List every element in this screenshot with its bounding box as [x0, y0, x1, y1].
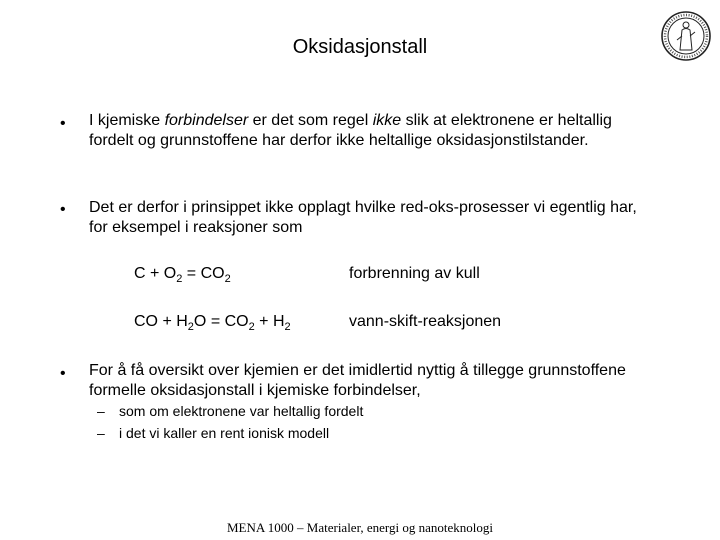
bullet-marker: •	[60, 201, 66, 218]
equation-label-water-shift: vann-skift-reaksjonen	[349, 313, 502, 330]
slide-title: Oksidasjonstall	[292, 36, 428, 58]
equation-water-shift: CO + $H_2O = CO_2 + H_2$	[134, 313, 291, 333]
sub-bullet-marker: –	[97, 403, 105, 419]
bullet-marker: •	[60, 115, 66, 132]
bullet-text-1: I kjemiske forbindelser er det som regel ikke slik at elektronene er heltallig fordelt og grunnstoffene har derfor ikke heltallige oksidasjonstilstander.	[89, 112, 612, 149]
sub-bullet-text-1: som om elektronene var heltallig fordelt	[119, 403, 364, 419]
equation-label-combustion: forbrenning av kull	[349, 265, 480, 282]
bullet-text-2: Det er derfor i prinsippet ikke opplagt hvilke red-oks-prosesser vi egentlig har, for eksempel i reaksjoner som	[89, 199, 637, 236]
equation-combustion: $C + O_2 = CO_2$	[134, 265, 231, 285]
slide-footer: MENA 1000 – Materialer, energi og nanoteknologi	[226, 520, 494, 535]
bullet-text-3: For å få oversikt over kjemien er det imidlertid nyttig å tillegge grunnstoffene formelle oksidasjonstall i kjemiske forbindelser,	[89, 362, 626, 399]
bullet-marker: •	[60, 365, 66, 382]
sub-bullet-marker: –	[97, 425, 105, 441]
sub-bullet-text-2: i det vi kaller en rent ionisk modell	[119, 425, 330, 441]
university-seal-icon	[660, 10, 712, 62]
